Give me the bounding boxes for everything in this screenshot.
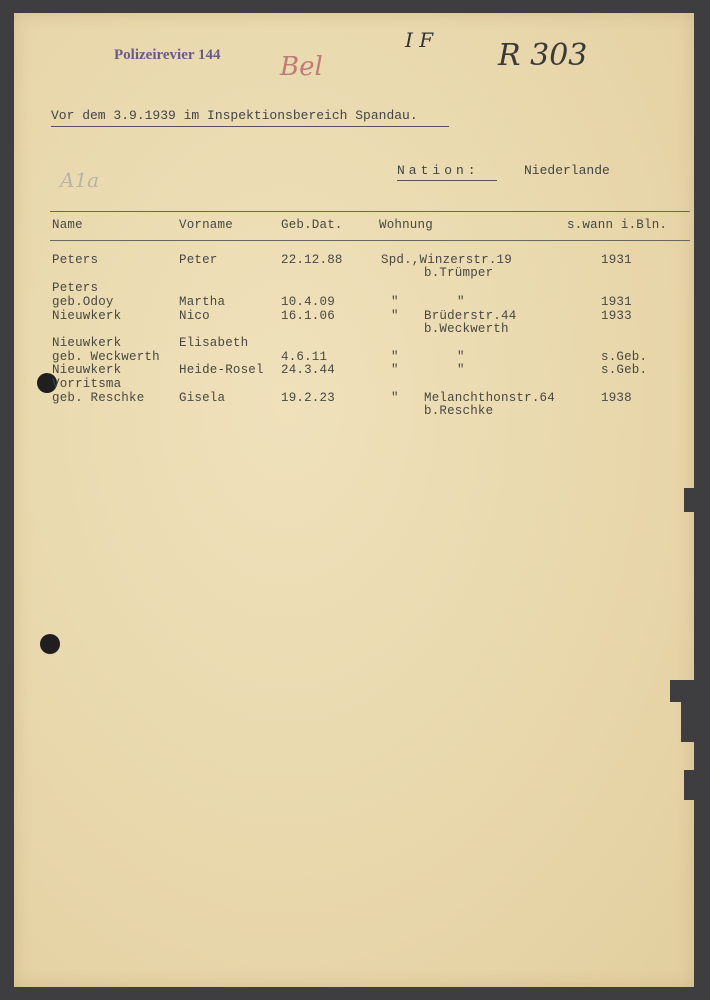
table-cell-seit-wann: s.Geb. xyxy=(601,350,648,364)
nation-label: Nation: xyxy=(397,163,480,178)
table-cell-name: Nieuwkerk xyxy=(52,336,122,350)
table-cell-vorname: Martha xyxy=(179,295,226,309)
table-cell-name: Nieuwkerk xyxy=(52,309,122,323)
table-cell-name: Vorritsma xyxy=(52,377,122,391)
table-cell-seit-wann: 1931 xyxy=(601,253,632,267)
table-cell-geburtsdatum: 19.2.23 xyxy=(281,391,335,405)
torn-edge xyxy=(684,770,710,800)
table-cell-wohnung-line2: b.Trümper xyxy=(424,266,494,280)
table-cell-name: Nieuwkerk xyxy=(52,363,122,377)
table-cell-seit-wann: 1933 xyxy=(601,309,632,323)
heading-underline xyxy=(51,126,449,127)
table-cell-geburtsdatum: 10.4.09 xyxy=(281,295,335,309)
table-cell-geburtsdatum: 4.6.11 xyxy=(281,350,328,364)
torn-edge xyxy=(670,680,710,702)
nation-underline xyxy=(397,180,497,181)
table-cell-vorname: Elisabeth xyxy=(179,336,249,350)
table-cell-ditto: " xyxy=(391,295,399,309)
table-cell-ditto: " xyxy=(457,295,465,309)
col-header-name: Name xyxy=(52,218,83,232)
table-cell-wohnung: Brüderstr.44 xyxy=(424,309,517,323)
nation-value: Niederlande xyxy=(524,163,610,178)
col-header-seit-wann: s.wann i.Bln. xyxy=(567,218,668,232)
table-cell-name-line2: geb. Reschke xyxy=(52,391,145,405)
table-cell-ditto: " xyxy=(457,350,465,364)
table-cell-vorname: Peter xyxy=(179,253,218,267)
table-header-rule xyxy=(50,240,690,241)
col-header-vorname: Vorname xyxy=(179,218,233,232)
punch-hole xyxy=(40,634,60,654)
table-cell-ditto: " xyxy=(391,350,399,364)
table-cell-vorname: Nico xyxy=(179,309,210,323)
table-cell-seit-wann: s.Geb. xyxy=(601,363,648,377)
table-cell-wohnung: Melanchthonstr.64 xyxy=(424,391,555,405)
red-handwriting: Bel xyxy=(280,52,323,82)
table-cell-vorname: Heide-Rosel xyxy=(179,363,264,377)
table-cell-vorname: Gisela xyxy=(179,391,226,405)
table-cell-ditto: " xyxy=(391,363,399,377)
file-reference-note: R 303 xyxy=(498,38,588,73)
col-header-geburtsdatum: Geb.Dat. xyxy=(281,218,343,232)
torn-edge xyxy=(681,702,710,742)
torn-edge xyxy=(684,488,710,512)
table-cell-name: Peters xyxy=(52,253,99,267)
table-cell-geburtsdatum: 22.12.88 xyxy=(281,253,343,267)
col-header-wohnung: Wohnung xyxy=(379,218,433,232)
table-cell-name: Peters xyxy=(52,281,99,295)
table-cell-wohnung: Spd.,Winzerstr.19 xyxy=(381,253,512,267)
table-cell-ditto: " xyxy=(457,363,465,377)
table-cell-geburtsdatum: 16.1.06 xyxy=(281,309,335,323)
faint-pencil-note: A1a xyxy=(60,168,100,192)
table-cell-seit-wann: 1938 xyxy=(601,391,632,405)
table-cell-wohnung-line2: b.Reschke xyxy=(424,404,494,418)
table-top-rule xyxy=(50,211,690,212)
table-cell-ditto: " xyxy=(391,391,399,405)
table-cell-seit-wann: 1931 xyxy=(601,295,632,309)
police-station-stamp: Polizeirevier 144 xyxy=(114,47,221,63)
document-page xyxy=(14,13,694,987)
table-cell-wohnung-line2: b.Weckwerth xyxy=(424,322,509,336)
table-cell-name-line2: geb. Weckwerth xyxy=(52,350,160,364)
table-cell-name-line2: geb.Odoy xyxy=(52,295,114,309)
document-heading: Vor dem 3.9.1939 im Inspektionsbereich Spandau. xyxy=(51,108,418,123)
table-cell-geburtsdatum: 24.3.44 xyxy=(281,363,335,377)
roman-numeral-note: I F xyxy=(405,28,434,52)
table-cell-ditto: " xyxy=(391,309,399,323)
